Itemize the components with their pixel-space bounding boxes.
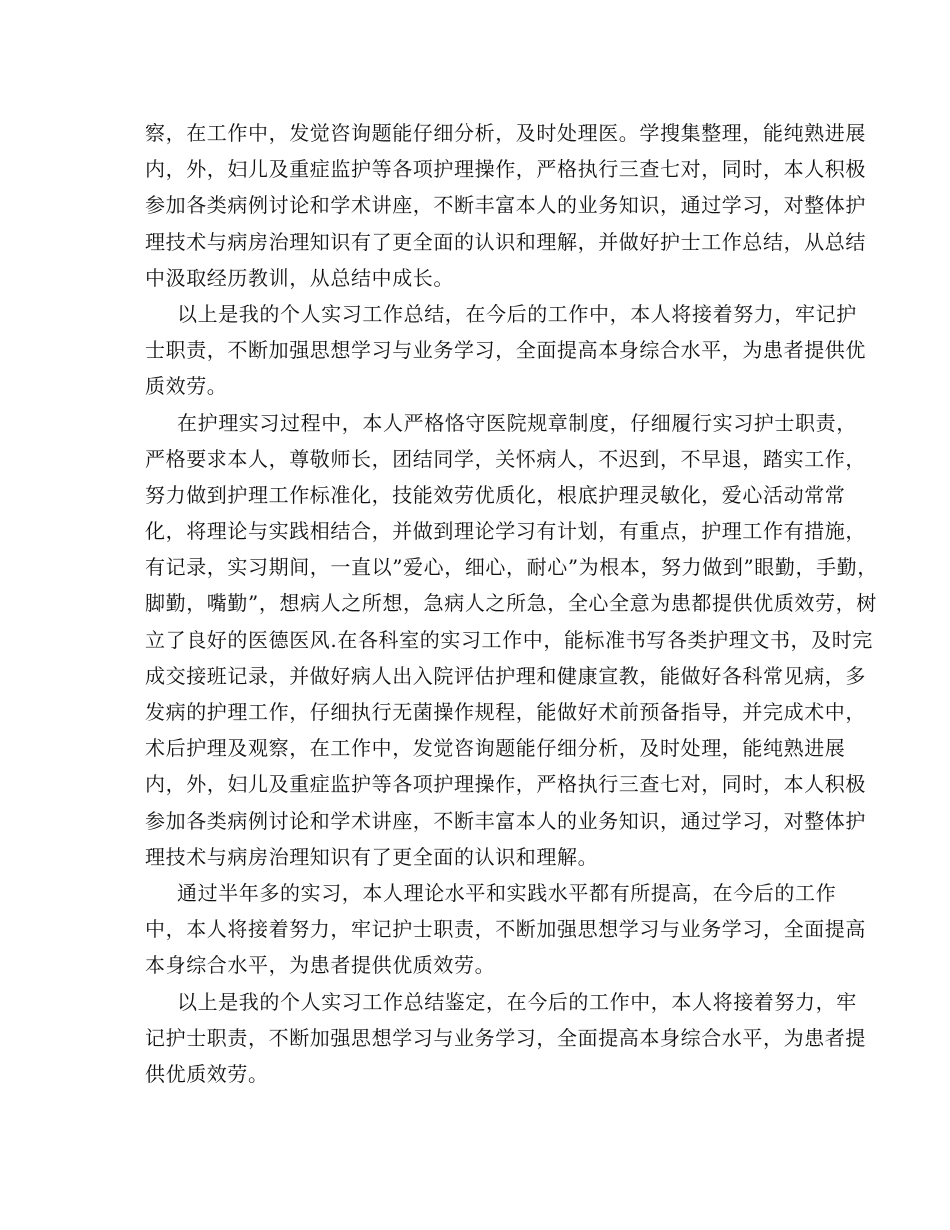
text-line: 以上是我的个人实习工作总结，在今后的工作中，本人将接着努力，牢记护 xyxy=(177,301,857,326)
text-line: 质效劳。 xyxy=(145,374,228,399)
paragraph-2 xyxy=(145,296,866,405)
text-line: 以上是我的个人实习工作总结鉴定，在今后的工作中，本人将接着努力，牢 xyxy=(177,989,857,1014)
paragraph-3 xyxy=(145,405,878,875)
text-line: 立了良好的医德医风.在各科室的实习工作中，能标准书写各类护理文书，及时完 xyxy=(145,627,873,652)
text-line: 术后护理及观察，在工作中，发觉咨询题能仔细分析，及时处理，能纯熟进展 xyxy=(145,736,846,761)
text-line: 参加各类病例讨论和学术讲座，不断丰富本人的业务知识，通过学习，对整体护 xyxy=(145,193,866,218)
text-line: 发病的护理工作，仔细执行无菌操作规程，能做好术前预备指导，并完成术中， xyxy=(145,700,866,724)
text-line: 记护士职责，不断加强思想学习与业务学习，全面提高本身综合水平，为患者提 xyxy=(145,1025,866,1050)
paragraph-1 xyxy=(145,115,866,296)
text-line: 有记录，实习期间，一直以”爱心，细心，耐心”为根本，努力做到”眼勤，手勤， xyxy=(145,555,878,580)
text-line: 理技术与病房治理知识有了更全面的认识和理解。 xyxy=(145,844,599,869)
text-line: 严格要求本人，尊敬师长，团结同学，关怀病人，不迟到，不早退，踏实工作， xyxy=(145,446,866,471)
text-line: 通过半年多的实习，本人理论水平和实践水平都有所提高，在今后的工作 xyxy=(177,880,837,905)
text-line: 脚勤，嘴勤”，想病人之所想，急病人之所急，全心全意为患都提供优质效劳，树 xyxy=(145,591,877,616)
text-line: 士职责，不断加强思想学习与业务学习，全面提高本身综合水平，为患者提供优 xyxy=(145,338,866,363)
text-line: 内，外，妇儿及重症监护等各项护理操作，严格执行三查七对，同时，本人积极 xyxy=(145,157,866,182)
text-line: 理技术与病房治理知识有了更全面的认识和理解，并做好护士工作总结，从总结 xyxy=(145,229,866,254)
text-line: 本身综合水平，为患者提供优质效劳。 xyxy=(145,953,496,978)
text-line: 中，本人将接着努力，牢记护士职责，不断加强思想学习与业务学习，全面提高 xyxy=(145,917,866,942)
text-line: 参加各类病例讨论和学术讲座，不断丰富本人的业务知识，通过学习，对整体护 xyxy=(145,808,866,833)
text-line: 化，将理论与实践相结合，并做到理论学习有计划，有重点，护理工作有措施， xyxy=(145,519,866,544)
document-body xyxy=(145,115,878,1092)
text-line: 努力做到护理工作标准化，技能效劳优质化，根底护理灵敏化，爱心活动常常 xyxy=(145,482,846,507)
paragraph-5 xyxy=(145,984,866,1093)
text-line: 中汲取经历教训，从总结中成长。 xyxy=(145,265,454,290)
text-line: 在护理实习过程中，本人严格恪守医院规章制度，仔细履行实习护士职责， xyxy=(177,410,857,435)
text-line: 供优质效劳。 xyxy=(145,1061,269,1086)
text-line: 成交接班记录，并做好病人出入院评估护理和健康宣教，能做好各科常见病，多 xyxy=(145,663,866,688)
text-line: 内，外，妇儿及重症监护等各项护理操作，严格执行三查七对，同时，本人积极 xyxy=(145,772,866,797)
paragraph-4 xyxy=(145,875,866,984)
text-line: 察，在工作中，发觉咨询题能仔细分析，及时处理医。学搜集整理，能纯熟进展 xyxy=(145,121,866,145)
